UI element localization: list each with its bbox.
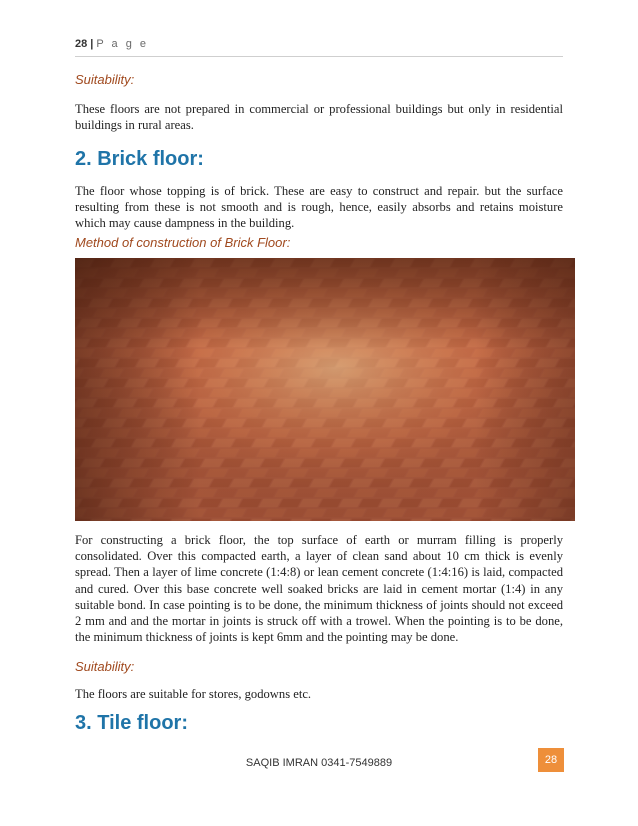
header-page-number: 28 bbox=[75, 38, 88, 50]
method-text: For constructing a brick floor, the top surface of earth or murram filling is properly consolidated. Over this compacted earth, a layer of clean sand about 10 cm thick is evenly spread. Then a layer of lime concrete (1:4:8) or lean cement concrete (1:4:16) is laid, compacted and cured. Over this base concrete well soaked bricks are laid in cement mortar (1:4) in any suitable bond. In case pointing is to be done, the minimum thickness of joints should not exceed 2 mm and and the mortar in joints is struck off with a trowel. When the pointing is to be done, the minimum thickness of joints is kept 6mm and the pointing may be done. bbox=[75, 533, 563, 645]
suitability-heading-2: Suitability: bbox=[75, 659, 135, 674]
brick-floor-intro: The floor whose topping is of brick. These are easy to construct and repair. but the surface resulting from these is not smooth and is rough, hence, easily absorbs and retains moisture which may cause dampness in the building. bbox=[75, 184, 563, 231]
tile-floor-heading: 3. Tile floor: bbox=[75, 712, 188, 734]
suitability-text-2: The floors are suitable for stores, godowns etc. bbox=[75, 687, 312, 701]
page-header bbox=[75, 38, 563, 57]
header-page-word: P a g e bbox=[96, 38, 149, 50]
brick-floor-heading: 2. Brick floor: bbox=[75, 148, 204, 170]
footer-author: SAQIB IMRAN 0341-7549889 bbox=[245, 757, 393, 769]
footer-page-number: 28 bbox=[538, 748, 564, 772]
suitability-text-1: These floors are not prepared in commercial or professional buildings but only in residential buildings in rural areas. bbox=[75, 102, 563, 133]
brick-floor-photo bbox=[75, 258, 575, 521]
header-separator: | bbox=[90, 38, 94, 50]
suitability-heading-1: Suitability: bbox=[75, 72, 135, 87]
method-heading: Method of construction of Brick Floor: bbox=[75, 235, 291, 250]
